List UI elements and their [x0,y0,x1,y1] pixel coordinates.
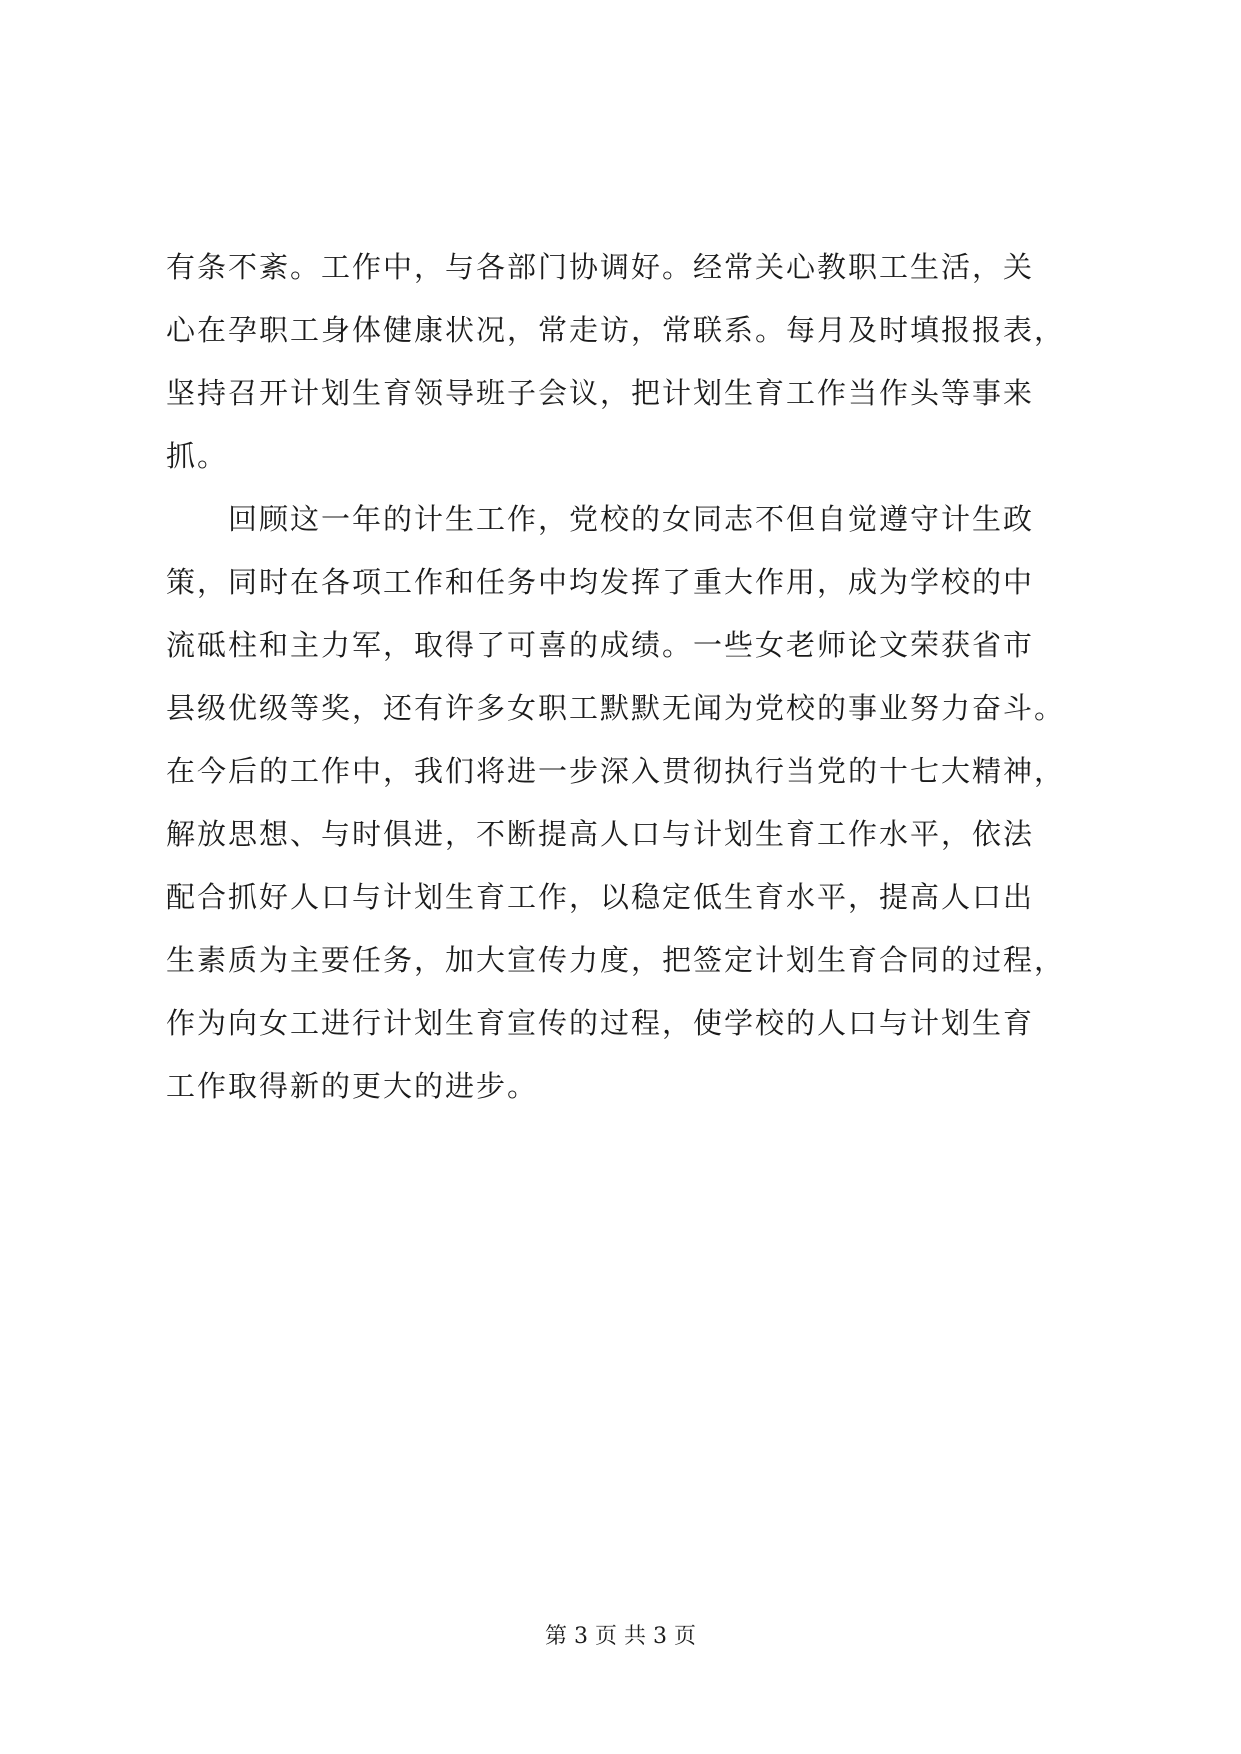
text-line: 作为向女工进行计划生育宣传的过程，使学校的人口与计划生育 [166,1006,1035,1040]
text-line: 回顾这一年的计生工作，党校的女同志不但自觉遵守计生政 [166,502,1035,536]
text-line: 策，同时在各项工作和任务中均发挥了重大作用，成为学校的中 [166,565,1035,599]
document-body [166,236,1086,1118]
text-line: 心在孕职工身体健康状况，常走访，常联系。每月及时填报报表， [166,313,1066,347]
text-line: 在今后的工作中，我们将进一步深入贯彻执行当党的十七大精神， [166,754,1066,788]
text-line: 配合抓好人口与计划生育工作，以稳定低生育水平，提高人口出 [166,880,1035,914]
text-line: 坚持召开计划生育领导班子会议，把计划生育工作当作头等事来 [166,376,1035,410]
text-line: 县级优级等奖，还有许多女职工默默无闻为党校的事业努力奋斗。 [166,691,1066,725]
text-line: 流砥柱和主力军，取得了可喜的成绩。一些女老师论文荣获省市 [166,628,1035,662]
page-number-footer: 第 3 页 共 3 页 [545,1624,696,1649]
text-line: 工作取得新的更大的进步。 [166,1069,539,1103]
text-line: 抓。 [166,439,229,473]
text-line: 生素质为主要任务，加大宣传力度，把签定计划生育合同的过程， [166,943,1066,977]
text-line: 解放思想、与时俱进，不断提高人口与计划生育工作水平，依法 [166,817,1035,851]
text-line: 有条不紊。工作中，与各部门协调好。经常关心教职工生活，关 [166,250,1035,284]
